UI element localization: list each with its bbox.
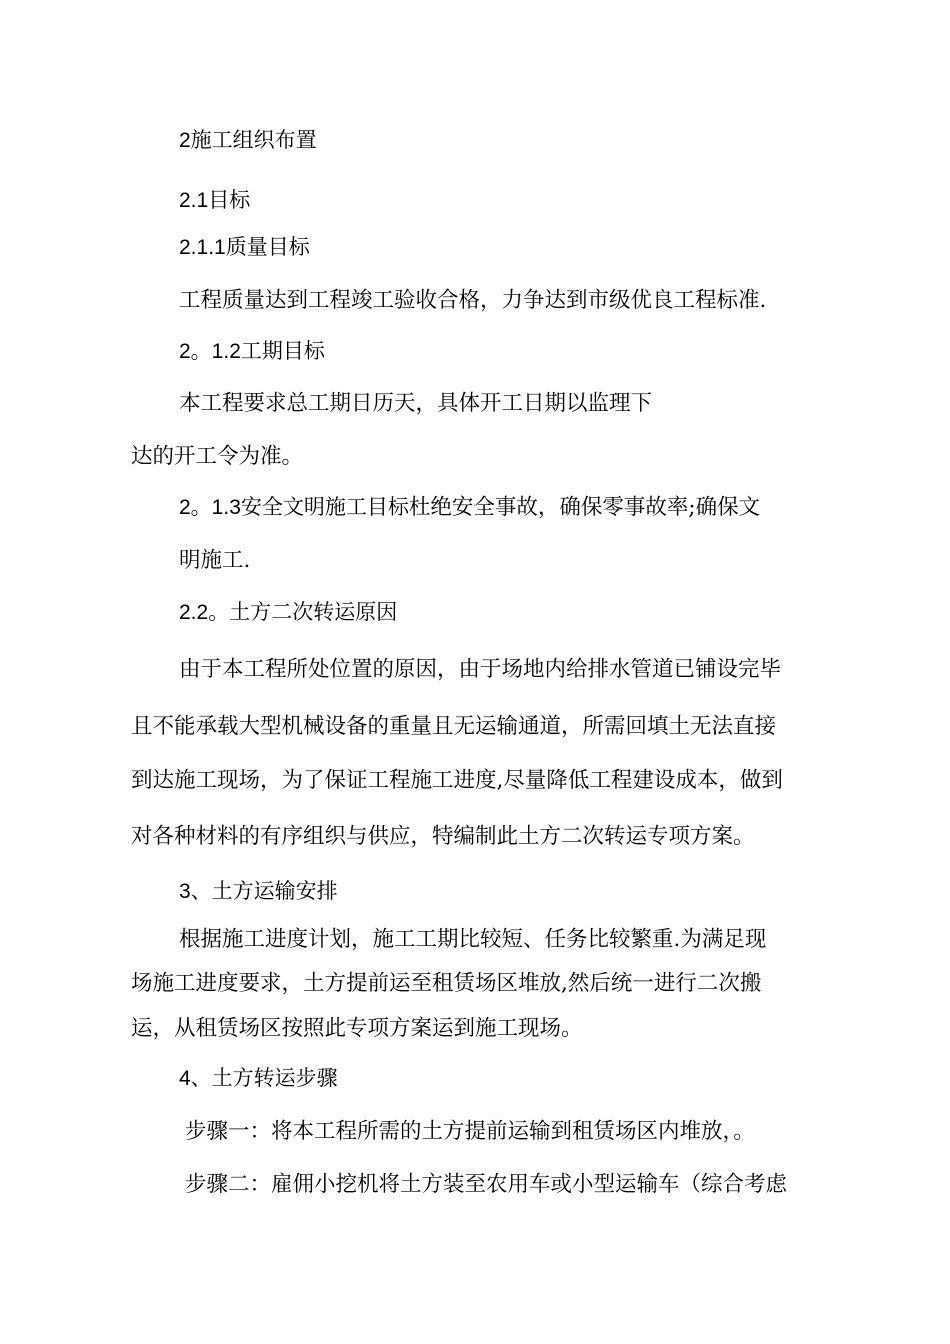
paragraph-arrange-line-3: 运，从租赁场区按照此专项方案运到施工现场。 [131,1016,583,1041]
paragraph-arrange-line-2: 场施工进度要求，土方提前运至租赁场区堆放,然后统一进行二次搬 [131,971,762,996]
paragraph-safety-line-1: 杜绝安全事故，确保零事故率;确保文 [408,495,761,520]
paragraph-reason-line-4: 对各种材料的有序组织与供应，特编制此土方二次转运专项方案。 [131,824,755,849]
paragraph-reason-line-2: 且不能承载大型机械设备的重量且无运输通道，所需回填土无法直接 [131,714,777,739]
paragraph-period-line-1: 本工程要求总工期日历天，具体开工日期以监理下 [179,391,653,416]
paragraph-quality-goal: 工程质量达到工程竣工验收合格，力争达到市级优良工程标准. [179,288,767,313]
section-heading-2-1-1: 2.1.1质量目标 [179,236,310,259]
section-heading-3: 3、土方运输安排 [179,880,338,903]
section-heading-2-1-3: 2。1.3安全文明施工目标 [179,496,409,519]
section-heading-4: 4、土方转运步骤 [179,1067,338,1090]
section-2-1-3-line [179,497,760,519]
section-heading-2-1: 2.1目标 [179,189,251,212]
section-heading-2-2: 2.2。土方二次转运原因 [179,601,398,624]
paragraph-reason-line-1: 由于本工程所处位置的原因，由于场地内给排水管道已铺设完毕 [179,657,782,682]
paragraph-step-1: 步骤一：将本工程所需的土方提前运输到租赁场区内堆放，。 [185,1119,755,1144]
section-heading-2: 2施工组织布置 [179,129,317,152]
paragraph-safety-line-2: 明施工. [179,548,251,573]
paragraph-period-line-2: 达的开工令为准。 [131,444,304,469]
paragraph-reason-line-3: 到达施工现场，为了保证工程施工进度,尽量降低工程建设成本，做到 [131,768,783,793]
section-heading-2-1-2: 2。1.2工期目标 [179,340,325,363]
paragraph-step-2: 步骤二：雇佣小挖机将土方装至农用车或小型运输车（综合考虑 [185,1172,788,1197]
paragraph-arrange-line-1: 根据施工进度计划，施工工期比较短、任务比较繁重.为满足现 [179,927,767,952]
